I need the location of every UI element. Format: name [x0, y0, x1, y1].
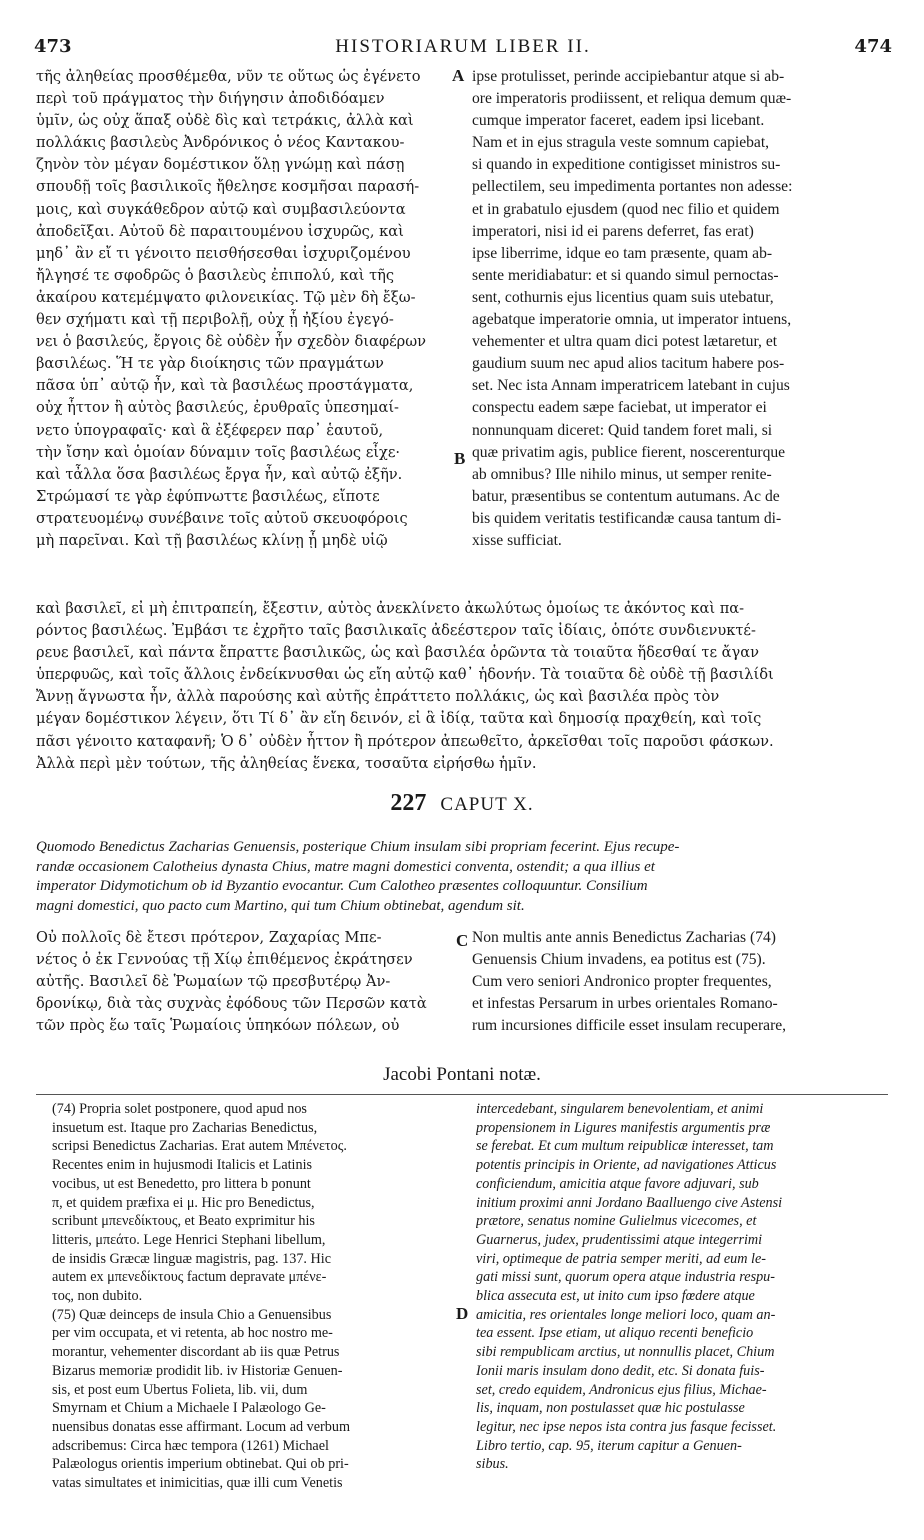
note-line: autem ex μπενεδίκτους factum depravate μπένε-: [52, 1269, 327, 1286]
latin-text-line: et infestas Persarum in urbes orientales Romano-: [472, 995, 778, 1013]
greek-text-line: νει ὁ βασιλεύς, ἔργοις δὲ οὐδὲν ἦν σχεδὸν διαφέρων: [36, 333, 427, 351]
greek-text-line: νέτος ὁ ἐκ Γεννούας τῇ Χίῳ ἐπιθέμενος ἐκράτησεν: [36, 951, 413, 969]
latin-text-line: xisse sufficiat.: [472, 531, 562, 549]
latin-text-line: ipse protulisset, perinde accipiebantur atque si ab-: [472, 68, 785, 85]
note-line: morantur, vehementer discordant ab iis quæ Petrus: [52, 1344, 340, 1361]
summary-line: magni domestici, quo pacto cum Martino, qui tum Chium obtinebat, agendum sit.: [36, 897, 525, 914]
note-line: amicitia, res orientales longe meliori loco, quam an-: [476, 1306, 776, 1323]
greek-text-line: καὶ βασιλεῖ, εἰ μὴ ἐπιτραπείη, ἔξεστιν, αὐτὸς ἀνεκλίνετο ἀκωλύτως ὁμοίως τε ἀκόντος καὶ πα-: [36, 600, 745, 617]
note-line: initium proximi anni Jordano Baalluengo cive Astensi: [476, 1194, 783, 1211]
greek-text-line: πᾶσα ὑπ᾽ αὐτῷ ἦν, καὶ τὰ βασιλέως προστάγματα,: [36, 377, 414, 395]
greek-text-line: ὑμῖν, ὡς οὐχ ἅπαξ οὐδὲ δὶς καὶ τετράκις, ἀλλὰ καὶ: [36, 112, 414, 130]
note-line: conficiendum, amicitia atque favore adjuvari, sub: [476, 1175, 759, 1192]
chapter-columns: [36, 927, 904, 1042]
running-title: HISTORIARUM LIBER II.: [335, 36, 591, 57]
chapter-greek-column: [36, 927, 456, 1037]
note-line: (74) Propria solet postponere, quod apud nos: [52, 1101, 307, 1117]
greek-text-line: ἀκαίρου κατεμέμψατο φιλονεικίας. Τῷ μὲν δὴ ἔξω-: [36, 288, 416, 306]
note-line: intercedebant, singularem benevolentiam, et animi: [476, 1101, 764, 1117]
chapter-summary: [36, 838, 888, 916]
greek-text-line: στρατευομένῳ συνέβαινε τοῖς αὐτοῦ σκευοφόροις: [36, 509, 408, 527]
greek-text-line: μηδ᾽ ἂν εἴ τι γένοιτο πεισθήσεσθαι ἰσχυριζομένου: [36, 244, 411, 262]
greek-text-line: πᾶσι γένοιτο καταφανῆ; Ὁ δ᾽ οὐδὲν ἧττον ἢ πρότερον ἀπεωθεῖτο, ἀρκεῖσθαι τοῖς παροῦσι φάσκων.: [36, 732, 774, 750]
note-line: Palæologus orientis imperium obtinebat. Qui ob pri-: [52, 1456, 349, 1473]
chapter-title: CAPUT X.: [440, 794, 534, 815]
greek-text-line: νετο ὑπογραφαῖς· καὶ ἃ ἐξέφερεν παρ᾽ ἑαυτοῦ,: [36, 421, 384, 439]
notes-right-column: [476, 1100, 890, 1474]
notes-left-column: [52, 1100, 448, 1493]
latin-text-line: Nam et in ejus stragula veste somnum capiebat,: [472, 134, 770, 152]
latin-text-line: agebatque imperatorie omnia, ut imperator intuens,: [472, 311, 792, 329]
margin-marker-c: C: [456, 931, 469, 950]
latin-text-line: ore imperatoris prodiissent, et reliqua demum quæ-: [472, 90, 792, 108]
greek-text-line: μὴ παρεῖναι. Καὶ τῇ βασιλέως κλίνῃ ᾗ μηδὲ υἱῷ: [36, 531, 388, 549]
greek-text-line: ἤλγησέ τε σφοδρῶς ὁ βασιλεὺς ἐπιπολύ, καὶ τῆς: [36, 266, 395, 284]
latin-text-line: ipse liberrime, idque eo tam præsente, quam ab-: [472, 244, 773, 262]
greek-text-line: τῆς ἀληθείας προσθέμεθα, νῦν τε οὕτως ὡς ἐγένετο: [36, 68, 421, 85]
note-line: Recentes enim in hujusmodi Italicis et Latinis: [52, 1157, 313, 1174]
note-line: nuensibus donatas esse affirmant. Locum ad verbum: [52, 1418, 350, 1435]
note-line: set, credo equidem, Andronicus ejus filius, Michae-: [476, 1381, 767, 1398]
greek-text-line: μέγαν δομέστικον λέγειν, ὅτι Τί δ᾽ ἂν εἴη δεινόν, εἰ ἃ ἰδίᾳ, ταῦτα καὶ δημοσίᾳ πραχθείη, καὶ τοῖς: [36, 710, 762, 728]
note-line: lis, inquam, non postulasset quæ hic postulasse: [476, 1400, 745, 1417]
section-one-columns: [36, 66, 904, 556]
note-line: insuetum est. Itaque pro Zacharias Benedictus,: [52, 1119, 318, 1136]
note-line: gati missi sunt, quorum opera atque industria respu-: [476, 1269, 775, 1286]
note-line: sibus.: [476, 1456, 509, 1473]
latin-text-line: bis quidem veritatis testificandæ causa tantum di-: [472, 509, 782, 527]
latin-text-line: si quando in expeditione contigisset ministros su-: [472, 156, 781, 174]
latin-text-line: rum incursiones difficile esset insulam recuperare,: [472, 1017, 787, 1035]
summary-line: imperator Didymotichum ob id Byzantio evocantur. Cum Calotheo præsentes colloquuntur. Consilium: [36, 878, 648, 895]
note-line: adscribemus: Circa hæc tempora (1261) Michael: [52, 1437, 329, 1454]
greek-text-line: Στρώμασί τε γὰρ ἐφύπνωττε βασιλέως, εἴποτε: [36, 487, 380, 505]
note-line: se ferebat. Et cum multum reipublicæ interesset, tam: [476, 1138, 774, 1155]
left-page-number: 473: [34, 36, 72, 57]
note-line: legitur, nec ipse nepos ista contra jus fasque fecisset.: [476, 1418, 777, 1435]
greek-text-line: αὐτῆς. Βασιλεῖ δὲ Ῥωμαίων τῷ πρεσβυτέρῳ Ἀν-: [36, 973, 391, 991]
note-line: π, et quidem præfixa ei μ. Hic pro Benedictus,: [52, 1194, 315, 1211]
greek-text-line: Ἄννῃ ἄγνωστα ἦν, ἀλλὰ παρούσης καὶ αὐτῆς ἐπράττετο πολλάκις, ὡς καὶ βασιλέα πρὸς τὸν: [36, 688, 720, 706]
chapter-number: 227: [390, 790, 427, 816]
note-line: sibi rempublicam arctius, ut nonnullis placet, Chium: [476, 1344, 775, 1361]
note-line: (75) Quæ deinceps de insula Chio a Genuensibus: [52, 1306, 332, 1323]
note-line: Ionii maris insulam dono dedit, etc. Si donata fuis-: [476, 1362, 765, 1379]
note-line: blica assecuta est, ut inito cum ipso fœdere atque: [476, 1288, 755, 1305]
note-line: viri, optimeque de patria semper meriti, ad eum le-: [476, 1250, 766, 1267]
note-line: propensionem in Ligures manifestis argumentis præ: [476, 1119, 771, 1136]
running-header: [34, 36, 892, 62]
note-line: de insidis Græcæ linguæ magistris, pag. 137. Hic: [52, 1250, 332, 1267]
greek-text-line: τῶν πρὸς ἕω ταῖς Ῥωμαίοις ὑπηκόων πόλεων, οὐ: [36, 1017, 400, 1035]
note-line: per vim occupata, et vi retenta, ab hoc nostro me-: [52, 1325, 333, 1342]
note-line: sis, et post eum Ubertus Folieta, lib. vii, dum: [52, 1381, 308, 1398]
greek-text-line: ρευε βασιλεῖ, καὶ πάντα ἔπραττε βασιλικῶς, ὡς καὶ βασιλέα ὁρῶντα τὰ τοιαῦτα ἥδεσθαί τε ἄγαν: [36, 644, 759, 662]
chapter-latin-column: [472, 927, 904, 1037]
latin-text-line: sent, cothurnis ejus licentius quam suis utebatur,: [472, 288, 774, 306]
greek-text-line: τὴν ἴσην καὶ ὁμοίαν δύναμιν τοῖς βασιλέως εἶχε·: [36, 443, 401, 461]
greek-text-line: ἀποδεῖξαι. Αὐτοῦ δὲ παραιτουμένου ἰσχυρῶς, καὶ: [36, 222, 404, 240]
latin-text-line: nonnunquam diceret: Quid tandem foret mali, si: [472, 421, 773, 439]
latin-column: [472, 66, 904, 552]
greek-text-line: σπουδῇ τοῖς βασιλικοῖς ἤθελησε κοσμῆσαι παρασή-: [36, 178, 420, 196]
note-line: scribunt μπενεδίκτους, et Beato exprimitur his: [52, 1213, 315, 1230]
greek-text-line: βασιλέως. Ἥ τε γὰρ διοίκησις τῶν πραγμάτων: [36, 355, 384, 373]
greek-text-line: μοις, καὶ συγκάθεδρον αὐτῷ καὶ συμβασιλεύοντα: [36, 200, 406, 218]
latin-text-line: Non multis ante annis Benedictus Zacharias (74): [472, 929, 776, 946]
greek-text-line: πολλάκις βασιλεὺς Ἀνδρόνικος ὁ νέος Καντακου-: [36, 134, 405, 152]
greek-text-line: ζηνὸν τὸν μέγαν δομέστικον ὅλῃ γνώμῃ καὶ πάσῃ: [36, 156, 405, 174]
note-line: Smyrnam et Chium a Michaele I Palæologo Ge-: [52, 1400, 326, 1417]
full-width-greek-text: [36, 598, 886, 775]
greek-column: [36, 66, 456, 552]
notes-divider: [36, 1094, 888, 1095]
latin-text-line: quæ privatim agis, publice fierent, noscerenturque: [472, 443, 786, 461]
note-line: litteris, μπεάτο. Lege Henrici Stephani libellum,: [52, 1231, 326, 1248]
greek-text-line: οὐχ ἧττον ἢ αὐτὸς βασιλεύς, ἐρυθραῖς ὑπεσημαί-: [36, 399, 399, 417]
greek-text-line: δρονίκῳ, διὰ τὰς συχνὰς ἐφόδους τῶν Περσῶν κατὰ: [36, 995, 427, 1013]
chapter-heading: [0, 790, 924, 817]
note-line: τος, non dubito.: [52, 1288, 143, 1305]
margin-marker-b: B: [454, 449, 466, 468]
summary-line: Quomodo Benedictus Zacharias Genuensis, posterique Chium insulam sibi propriam fecerint. Ejus recupe-: [36, 839, 680, 855]
latin-text-line: pellectilem, seu impedimenta portantes non adesse:: [472, 178, 793, 196]
note-line: Libro tertio, cap. 95, iterum capitur a Genuen-: [476, 1437, 742, 1454]
right-page-number: 474: [854, 36, 892, 57]
summary-line: randæ occasionem Calotheius dynasta Chius, matre magni domestici conventa, ostendit; a qua illius et: [36, 858, 655, 875]
latin-text-line: vehementer et ultra quam dici potest lætaretur, et: [472, 333, 778, 351]
latin-text-line: ab omnibus? Ille nihilo minus, ut semper renite-: [472, 465, 772, 483]
latin-text-line: Cum vero seniori Andronico propter frequentes,: [472, 973, 772, 991]
latin-text-line: set. Nec ista Annam imperatricem latebant in cujus: [472, 377, 790, 395]
latin-text-line: imperatori, nisi id ei parens deferret, fas erat): [472, 222, 754, 240]
greek-text-line: καὶ τἆλλα ὅσα βασιλέως ἔργα ἦν, καὶ αὐτῷ ἐξῆν.: [36, 465, 403, 483]
latin-text-line: cumque imperator faceret, eadem ipsi licebant.: [472, 112, 765, 130]
note-line: scripsi Benedictus Zacharias. Erat autem Μπένετος.: [52, 1138, 347, 1155]
note-line: potentis principis in Oriente, ad navigationes Atticus: [476, 1157, 777, 1174]
greek-text-line: θεν σχήματι καὶ τῇ περιβολῇ, οὐχ ᾗ ἠξίου ἐγεγό-: [36, 311, 394, 329]
greek-text-line: Οὐ πολλοῖς δὲ ἔτεσι πρότερον, Ζαχαρίας Μπε-: [36, 929, 382, 946]
margin-marker-a: A: [452, 66, 465, 85]
note-line: Guarnerus, judex, prudentissimi atque integerrimi: [476, 1231, 763, 1248]
note-line: vocibus, ut est Benedetto, pro littera b ponunt: [52, 1175, 311, 1192]
latin-text-line: et in grabatulo ejusdem (quod nec filio et quidem: [472, 200, 780, 218]
greek-text-line: περὶ τοῦ πράγματος τὴν διήγησιν ἀποδιδόαμεν: [36, 90, 385, 108]
note-line: tea essent. Ipse etiam, ut aliquo recenti beneficio: [476, 1325, 754, 1342]
note-line: prætore, senatus nomine Gulielmus vicecomes, et: [476, 1213, 757, 1230]
greek-text-line: ρόντος βασιλέως. Ἐμβάσι τε ἐχρῆτο ταῖς βασιλικαῖς ἀδεέστερον ταῖς ἰδίαις, ὁπότε συνδιενυκτέ-: [36, 622, 756, 640]
greek-text-line: ὑπερφυῶς, καὶ τοῖς ἄλλοις ἐνδείκνυσθαι ὡς εἴη αὐτῷ καθ᾽ ἡδονήν. Τὰ τοιαῦτα δὲ οὐδὲ τῇ βασιλίδι: [36, 666, 774, 684]
latin-text-line: gaudium suum nec apud alios tacitum habere pos-: [472, 355, 785, 373]
note-line: Bizarus memoriæ prodidit lib. iv Historiæ Genuen-: [52, 1362, 343, 1379]
greek-text-line: Ἀλλὰ περὶ μὲν τούτων, τῆς ἀληθείας ἕνεκα, τοσαῦτα εἰρήσθω ἡμῖν.: [36, 754, 537, 772]
latin-text-line: batur, præsentibus se contentum autumans. Ac de: [472, 487, 780, 505]
latin-text-line: Genuensis Chium invadens, ea potitus est (75).: [472, 951, 766, 969]
notes-title: Jacobi Pontani notæ.: [383, 1064, 541, 1085]
latin-text-line: sente meridiabatur: et si quando simul pernoctas-: [472, 266, 779, 284]
margin-marker-d: D: [456, 1304, 469, 1323]
note-line: vatas simultates et inimicitias, quæ illi cum Venetis: [52, 1475, 343, 1492]
latin-text-line: conspectu eadem sæpe faciebat, ut imperator ei: [472, 399, 767, 417]
